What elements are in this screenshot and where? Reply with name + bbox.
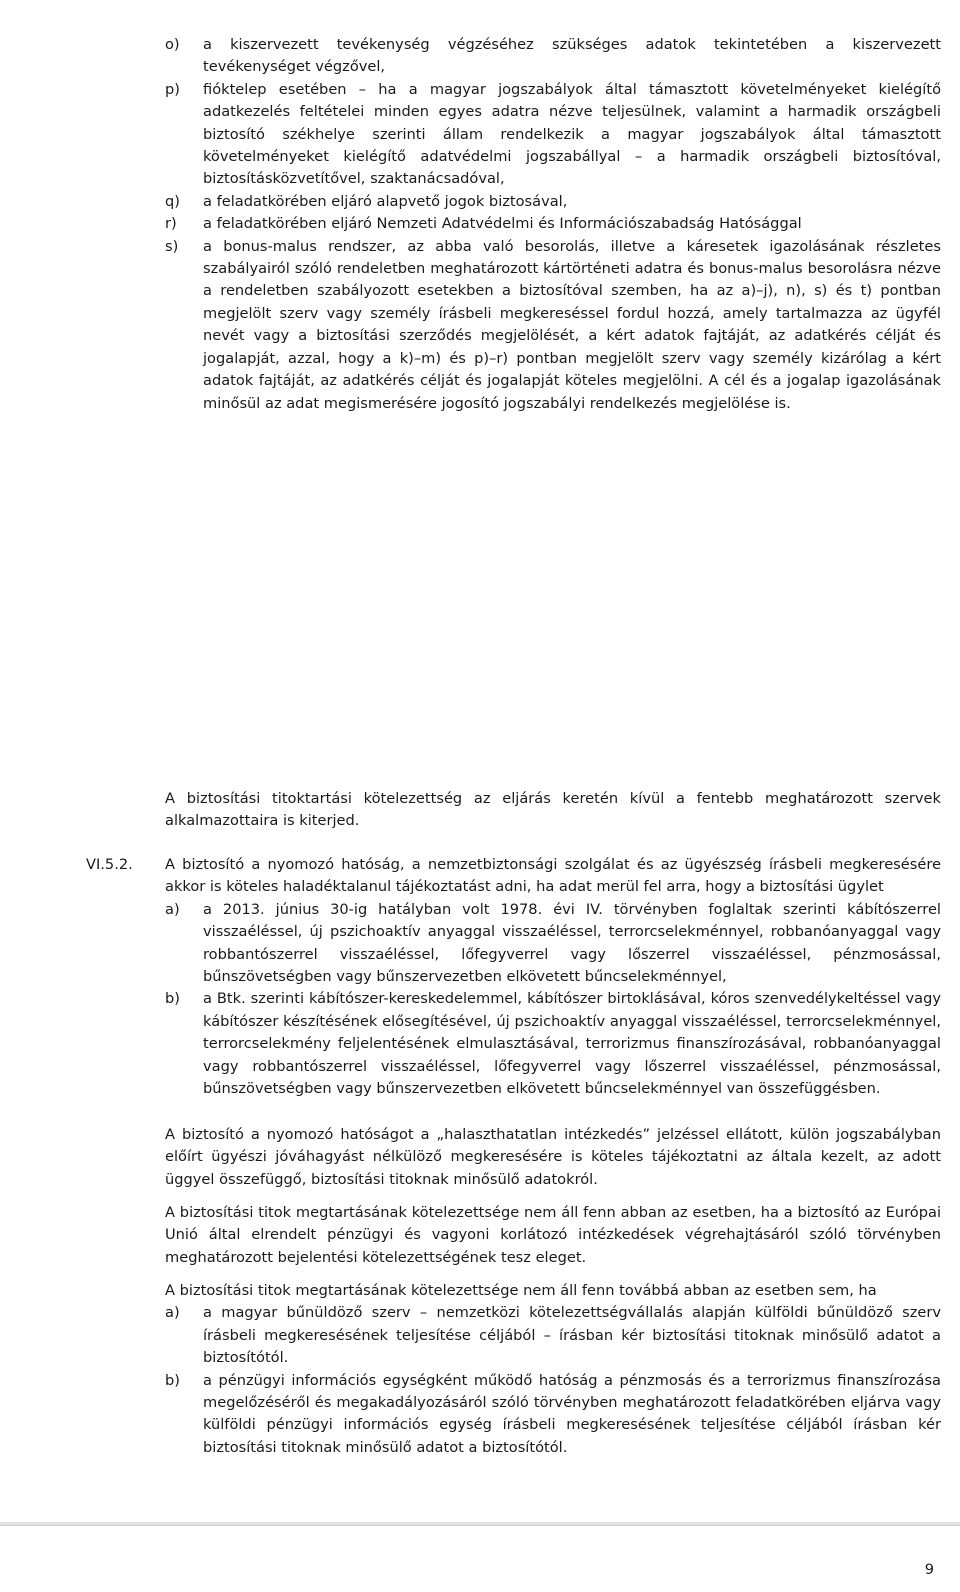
- list-item-label: b): [165, 1371, 180, 1389]
- list-item-label: r): [165, 215, 177, 233]
- footer-divider-line: [0, 1525, 960, 1526]
- paragraph: A biztosítási titoktartási kötelezettség az eljárás keretén kívül a fentebb meghatározott szervek alkalmazottaira is kiterjed.: [165, 790, 941, 830]
- list-item-label: o): [165, 36, 180, 53]
- list-item: [165, 236, 941, 415]
- list-item: [165, 79, 941, 191]
- section-body: [165, 854, 941, 1100]
- list-item: [165, 899, 941, 989]
- list-item-label: b): [165, 990, 180, 1008]
- list-item-text: a Btk. szerinti kábítószer-kereskedelemmel, kábítószer birtoklásával, kóros szenvedélykeltéssel vagy kábítószer készítésének elősegítésével, új pszichoaktív anyaggal visszaéléssel, terrorcselekménnyel, terrorcselekmény feljelentésének elmulasztásával, terrorizmus finanszírozásával, robbanóanyaggal vagy robbantószerrel visszaéléssel, lőfegyverrel vagy lőszerrel visszaéléssel, pénzmosással, bűnszövetségben vagy bűnszervezetben elkövetett bűncselekménnyel van összefüggésben.: [203, 990, 941, 1098]
- paragraph: A biztosítási titok megtartásának kötelezettsége nem áll fenn abban az esetben, ha a biztosító az Európai Unió által elrendelt pénzügyi és vagyoni korlátozó intézkedések végrehajtásáról szóló törvényben meghatározott bejelentési kötelezettségének tesz eleget.: [165, 1204, 941, 1266]
- list-top: [165, 34, 941, 415]
- page-number: 9: [924, 1561, 934, 1578]
- list-item-label: s): [165, 237, 179, 255]
- paragraph: A biztosítási titok megtartásának kötelezettsége nem áll fenn továbbá abban az esetben sem, ha: [165, 1282, 877, 1299]
- list-item-text: fióktelep esetében – ha a magyar jogszabályok által támasztott követelményeket kielégítő adatkezelés feltételei minden egyes adatra nézve teljesülnek, valamint a harmadik országbeli biztosító székhelye szerinti állam rendelkezik a magyar jogszabályok által támasztott követelményeket kielégítő adatvédelmi jogszabállyal – a harmadik országbeli biztosítóval, biztosításközvetítővel, szaktanácsadóval,: [203, 80, 941, 188]
- list-item: [165, 34, 941, 79]
- list-item: [165, 191, 941, 213]
- section-body: [165, 1280, 941, 1459]
- list-item-label: a): [165, 1304, 180, 1322]
- paragraph: A biztosító a nyomozó hatóságot a „halaszthatatlan intézkedés” jelzéssel ellátott, külön jogszabályban előírt ügyészi jóváhagyást nélkülöző megkeresésére is köteles tájékoztatni az általa kezelt, az adott üggyel összefüggő, biztosítási titoknak minősülő adatokról.: [165, 1126, 941, 1188]
- section-intro: A biztosító a nyomozó hatóság, a nemzetbiztonsági szolgálat és az ügyészség írásbeli megkeresésére akkor is köteles haladéktalanul tájékoztatást adni, ha adat merül fel arra, hogy a biztosítási ügylet: [165, 856, 941, 896]
- list-item: [165, 1370, 941, 1460]
- list-item-label: a): [165, 900, 180, 918]
- list-item-text: a 2013. június 30-ig hatályban volt 1978. évi IV. törvényben foglaltak szerinti kábítószerrel visszaéléssel, új pszichoaktív anyaggal visszaéléssel, terrorcselekménnyel, robbanóanyaggal vagy robbantószerrel visszaéléssel, lőfegyverrel vagy lőszerrel visszaéléssel, pénzmosással, bűnszövetségben vagy bűnszervezetben elkövetett bűncselekménnyel,: [203, 900, 941, 986]
- list-item-text: a bonus-malus rendszer, az abba való besorolás, illetve a káresetek igazolásának részletes szabályairól szóló rendeletben meghatározott kártörténeti adatra és bonus-malus besorolásra nézve a rendeletben szabályozott esetekben a biztosítóval szemben, ha az a)–j), n), s) és t) pontban megjelölt szerv vagy személy írásbeli megkereséssel fordul hozzá, amely tartalmazza az ügyfél nevét vagy a biztosítási szerződés megjelölését, a kért adatok fajtáját, az adatkérés célját és jogalapját, azzal, hogy a k)–m) és p)–r) pontban megjelölt szerv vagy személy kizárólag a kért adatok fajtáját, az adatkérés célját és jogalapját köteles megjelölni. A cél és a jogalap igazolásának minősül az adat megismerésére jogosító jogszabályi rendelkezés megjelölése is.: [203, 237, 941, 412]
- list-item-text: a pénzügyi információs egységként működő hatóság a pénzmosás és a terrorizmus finanszírozása megelőzéséről és megakadályozásáról szóló törvényben meghatározott feladatkörében eljárva vagy külföldi pénzügyi információs egység írásbeli megkeresésének teljesítése céljából írásban kér biztosítási titoknak minősülő adatot a biztosítótól.: [203, 1371, 941, 1456]
- list-item-label: q): [165, 192, 180, 210]
- list-item-text: a kiszervezett tevékenység végzéséhez szükséges adatok tekintetében a kiszervezett tevékenységet végzővel,: [203, 36, 941, 76]
- section-number: VI.5.2.: [86, 856, 133, 873]
- list-item: [165, 988, 941, 1100]
- list-item-text: a feladatkörében eljáró Nemzeti Adatvédelmi és Információszabadság Hatósággal: [203, 215, 802, 233]
- list-item-text: a magyar bűnüldöző szerv – nemzetközi kötelezettségvállalás alapján külföldi bűnüldöző szerv írásbeli megkeresésének teljesítése céljából – írásban kér biztosítási titoknak minősülő adatot a biztosítótól.: [203, 1304, 941, 1367]
- list-item: [165, 213, 941, 235]
- list-item-label: p): [165, 80, 180, 98]
- list-item-text: a feladatkörében eljáró alapvető jogok biztosával,: [203, 192, 568, 210]
- list-item: [165, 1302, 941, 1369]
